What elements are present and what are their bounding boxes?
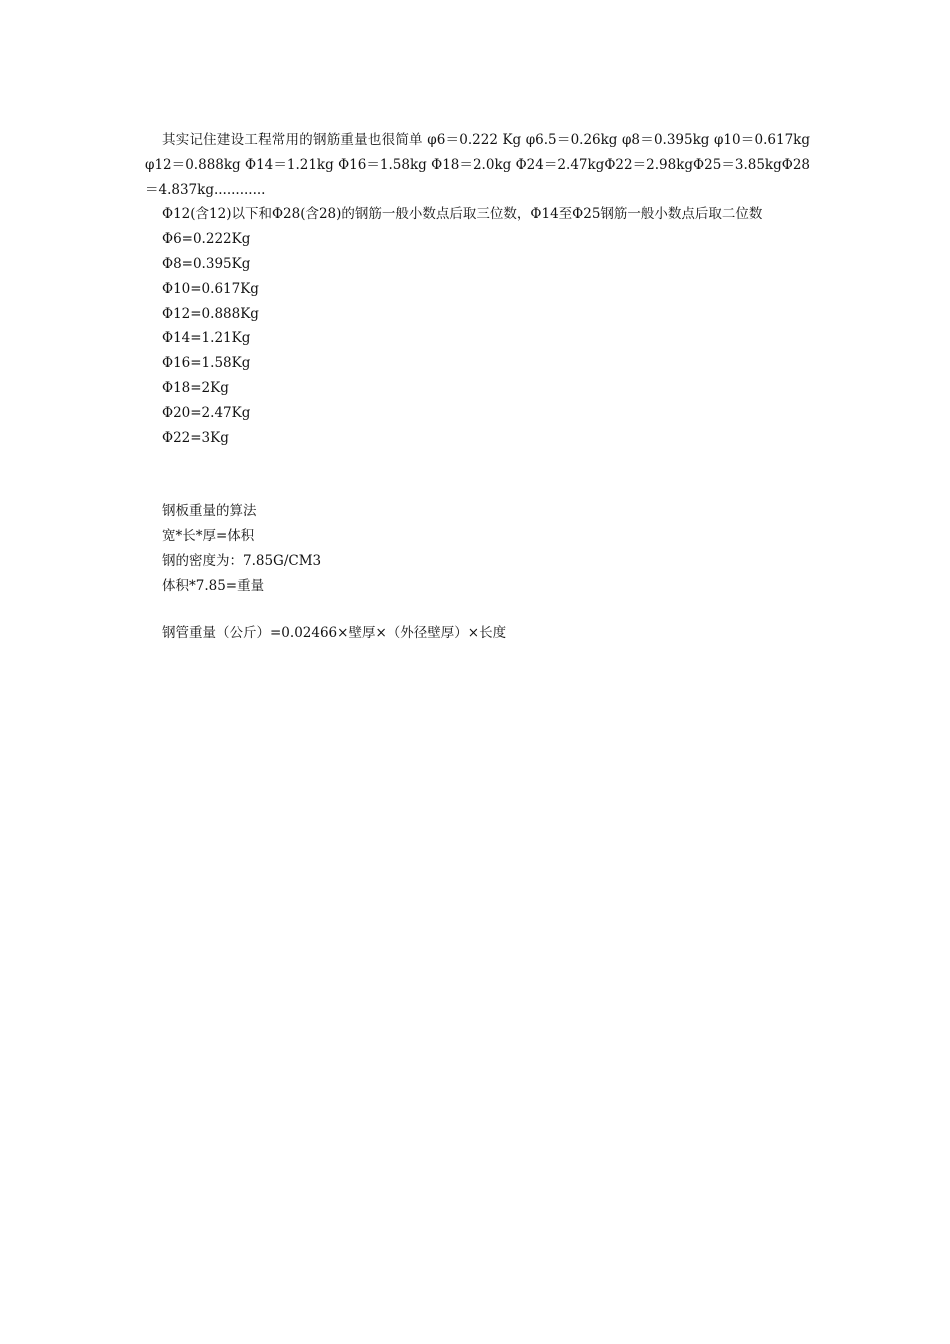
steel-plate-heading: 钢板重量的算法 (162, 503, 257, 520)
rounding-rule-paragraph: Φ12(含12)以下和Φ28(含28)的钢筋一般小数点后取三位数，Φ14至Φ25钢筋一般小数点后取二位数 (162, 206, 763, 223)
intro-paragraph: 其实记住建设工程常用的钢筋重量也很简单 φ6＝0.222 Kg φ6.5＝0.26kg φ8＝0.395kg φ10＝0.617kg φ12＝0.888kg Φ14＝1.21kg Φ16＝1.58kg Φ18＝2.0kg Φ24＝2.47kgΦ22＝2.98kgΦ25＝3.85kgΦ28＝4.837kg............ (145, 132, 810, 198)
rebar-weight-item: Φ12=0.888Kg (162, 305, 259, 322)
rebar-weight-item: Φ14=1.21Kg (162, 330, 251, 347)
volume-formula: 宽*长*厚=体积 (162, 528, 255, 545)
document-body (145, 128, 810, 645)
rebar-weight-item: Φ20=2.47Kg (162, 404, 251, 421)
rebar-weight-item: Φ6=0.222Kg (162, 231, 251, 248)
steel-pipe-formula: 钢管重量（公斤）=0.02466×壁厚×（外径壁厚）×长度 (162, 624, 507, 641)
rebar-weight-item: Φ16=1.58Kg (162, 355, 251, 372)
section-spacer (145, 450, 810, 499)
steel-plate-section (145, 499, 810, 598)
rebar-weight-list (145, 227, 810, 450)
plate-weight-formula: 体积*7.85=重量 (162, 577, 265, 594)
rebar-weight-item: Φ22=3Kg (162, 429, 229, 446)
steel-density: 钢的密度为：7.85G/CM3 (162, 552, 322, 569)
section-spacer (145, 599, 810, 621)
rebar-weight-item: Φ18=2Kg (162, 379, 229, 396)
rebar-weight-item: Φ10=0.617Kg (162, 280, 259, 297)
rebar-weight-item: Φ8=0.395Kg (162, 255, 251, 272)
